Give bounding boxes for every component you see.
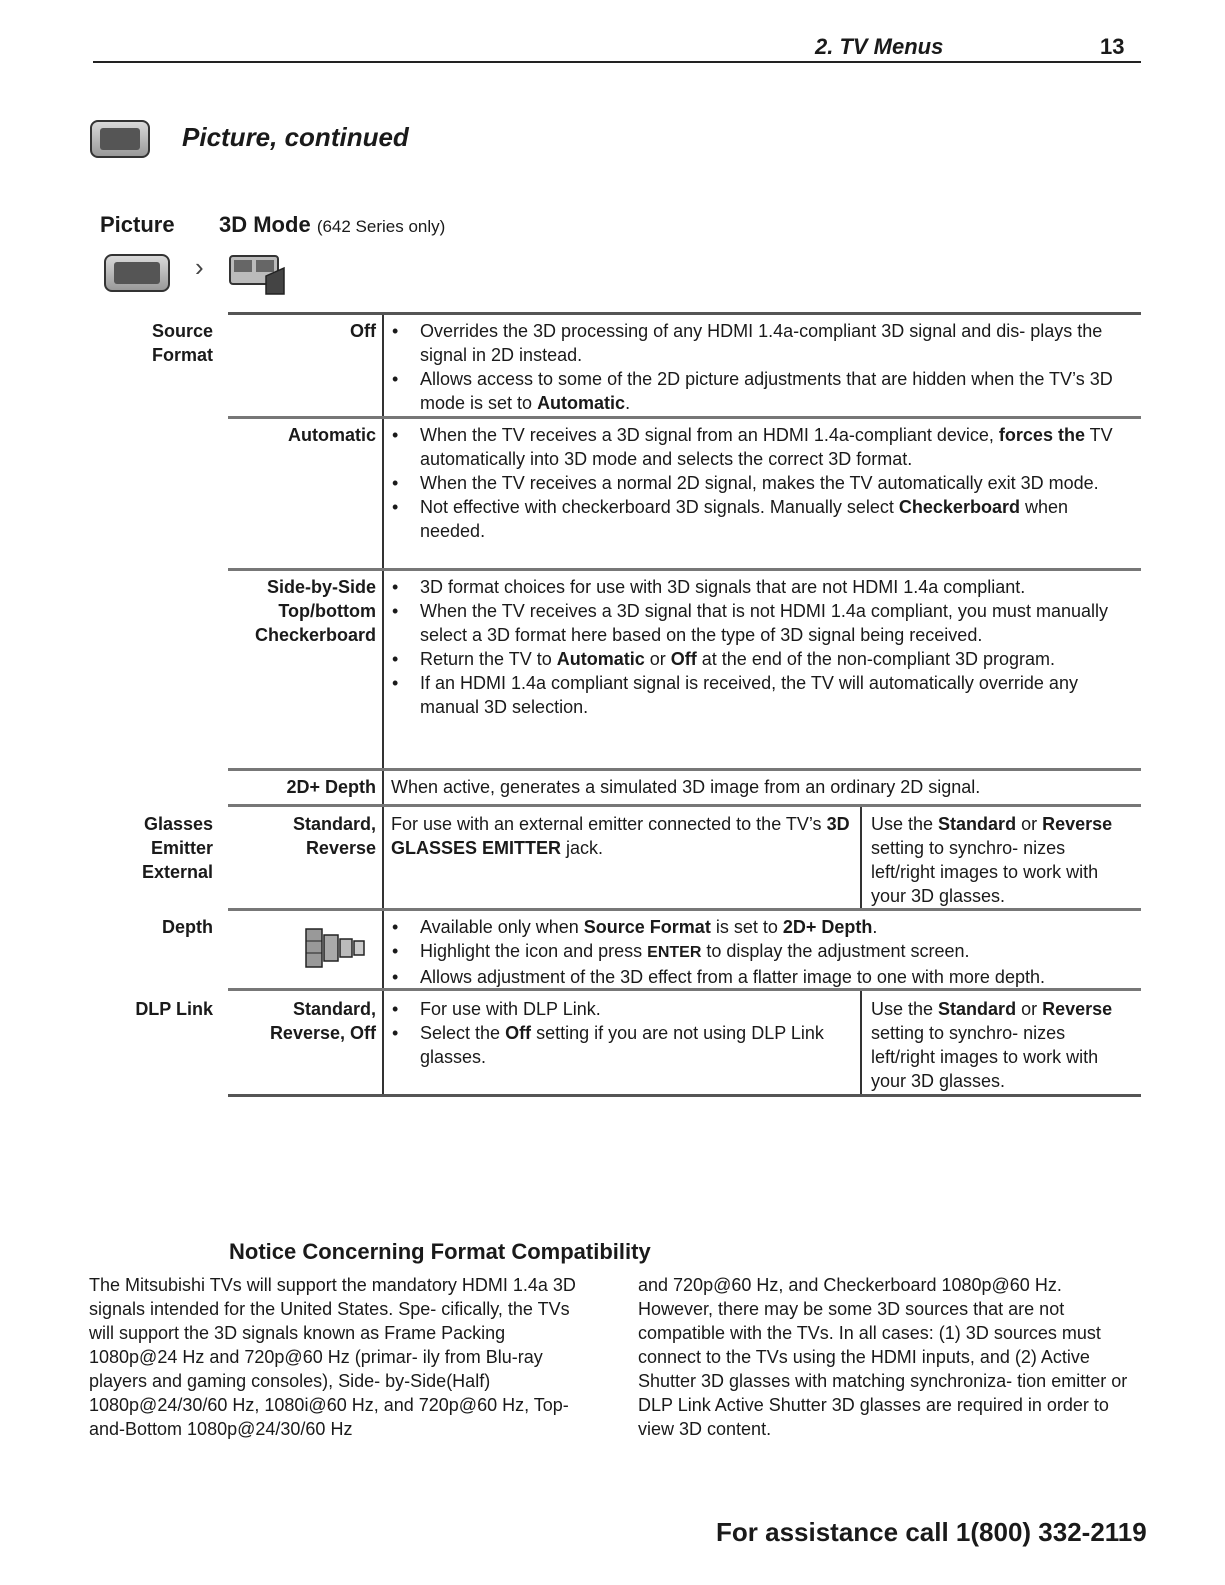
- assistance-footer: For assistance call 1(800) 332-2119: [716, 1517, 1147, 1547]
- group-dlp-link: DLP Link: [135, 999, 213, 1019]
- list-item: • Allows access to some of the 2D picture adjustments that are hidden when the TV’s 3D mode is set to Automatic.: [384, 367, 1136, 415]
- option-automatic: Automatic: [287, 425, 376, 445]
- row-rule: [228, 908, 1141, 911]
- list-item: • When the TV receives a 3D signal from an HDMI 1.4a-compliant device, forces the TV automatically into 3D mode and selects the correct 3D format.: [384, 423, 1136, 471]
- option-3d-formats: [228, 575, 376, 647]
- group-label: Emitter: [150, 838, 213, 858]
- chapter-title: 2. TV Menus: [815, 34, 944, 59]
- row-rule: [228, 988, 1141, 991]
- list-item: • Available only when Source Format is set to 2D+ Depth.: [384, 915, 1136, 939]
- dlp-note: Use the Standard or Reverse setting to synchro- nizes left/right images to work with your 3D glasses.: [871, 999, 1113, 1091]
- group-glasses-emitter: [93, 812, 213, 884]
- option-2d-depth: 2D+ Depth: [286, 777, 376, 797]
- list-item: • Not effective with checkerboard 3D signals. Manually select Checkerboard when needed.: [384, 495, 1136, 543]
- breadcrumb-qualifier: (642 Series only): [316, 217, 446, 236]
- option-top-bottom: Top/bottom: [278, 601, 376, 621]
- list-item: • Allows adjustment of the 3D effect from a flatter image to one with more depth.: [384, 965, 1136, 989]
- header-rule: [93, 61, 1141, 63]
- table-top-rule: [228, 312, 1141, 315]
- 2d-depth-description: When active, generates a simulated 3D image from an ordinary 2D signal.: [391, 777, 981, 797]
- group-label: Format: [151, 345, 213, 365]
- row-rule: [228, 568, 1141, 571]
- group-label: Glasses: [143, 814, 213, 834]
- column-divider: [860, 807, 862, 908]
- breadcrumb-menu: Picture: [100, 212, 175, 237]
- 3d-formats-description: [384, 575, 1136, 719]
- picture-menu-icon: [90, 120, 150, 158]
- option-label: Standard,: [292, 814, 376, 834]
- list-item: • 3D format choices for use with 3D signals that are not HDMI 1.4a compliant.: [384, 575, 1136, 599]
- option-label: Reverse: [305, 838, 376, 858]
- notice-column-1: The Mitsubishi TVs will support the mandatory HDMI 1.4a 3D signals intended for the United States. Spe- cifically, the TVs will support the 3D signals known as Frame Packing 1080p@24 Hz and 720p@60 Hz (primar- ily from Blu-ray players and gaming consoles), Side- by-Side(Half) 1080p@24/30/60 Hz, 1080i@60 Hz, and 720p@60 Hz, Top-and-Bottom 1080p@24/30/60 Hz: [89, 1275, 576, 1439]
- group-label: External: [141, 862, 213, 882]
- row-rule: [228, 768, 1141, 771]
- list-item: • If an HDMI 1.4a compliant signal is received, the TV will automatically override any manual 3D selection.: [384, 671, 1136, 719]
- section-title: Picture, continued: [182, 122, 409, 152]
- chevron-right-icon: ›: [195, 252, 204, 282]
- option-side-by-side: Side-by-Side: [266, 577, 376, 597]
- notice-title: Notice Concerning Format Compatibility: [229, 1239, 651, 1264]
- row-rule: [228, 416, 1141, 419]
- option-label: Reverse, Off: [269, 1023, 376, 1043]
- column-divider: [860, 991, 862, 1094]
- list-item: • For use with DLP Link.: [384, 997, 854, 1021]
- list-item: • Select the Off setting if you are not using DLP Link glasses.: [384, 1021, 854, 1069]
- list-item: • When the TV receives a normal 2D signal, makes the TV automatically exit 3D mode.: [384, 471, 1136, 495]
- picture-menu-icon: [104, 254, 170, 292]
- option-checkerboard: Checkerboard: [254, 625, 376, 645]
- depth-adjust-icon: [302, 923, 368, 973]
- column-divider: [382, 807, 384, 908]
- list-item: • Return the TV to Automatic or Off at the end of the non-compliant 3D program.: [384, 647, 1136, 671]
- notice-column-2: and 720p@60 Hz, and Checkerboard 1080p@60 Hz. However, there may be some 3D sources that are not compatible with the TVs. In all cases: (1) 3D sources must connect to the TVs using the HDMI inputs, and (2) Active Shutter 3D glasses with matching synchroniza- tion emitter or DLP Link Active Shutter 3D glasses are required in order to view 3D content.: [638, 1275, 1128, 1439]
- list-item: • When the TV receives a 3D signal that is not HDMI 1.4a compliant, you must manually select a 3D format here based on the type of 3D signal being received.: [384, 599, 1136, 647]
- breadcrumb-item-label: 3D Mode: [219, 212, 311, 237]
- 3d-mode-icon: [226, 248, 288, 296]
- row-rule: [228, 804, 1141, 807]
- dlp-description: [384, 997, 854, 1069]
- glasses-emitter-note: Use the Standard or Reverse setting to synchro- nizes left/right images to work with your 3D glasses.: [871, 814, 1113, 906]
- option-label: Standard,: [292, 999, 376, 1019]
- option-dlp: [228, 997, 376, 1045]
- column-divider: [382, 771, 384, 804]
- depth-description: [384, 915, 1136, 989]
- automatic-description: [384, 423, 1136, 543]
- group-label: Source: [151, 321, 213, 341]
- list-item: • Overrides the 3D processing of any HDMI 1.4a-compliant 3D signal and dis- plays the signal in 2D instead.: [384, 319, 1136, 367]
- group-source-format: [93, 319, 213, 367]
- glasses-emitter-description: For use with an external emitter connected to the TV’s 3D GLASSES EMITTER jack.: [391, 814, 850, 858]
- group-depth: Depth: [162, 917, 213, 937]
- table-bottom-rule: [228, 1094, 1141, 1097]
- page-number: 13: [1100, 34, 1125, 59]
- list-item: • Highlight the icon and press ENTER to display the adjustment screen.: [384, 939, 1136, 965]
- breadcrumb-item: [219, 212, 445, 238]
- option-off: Off: [350, 321, 376, 341]
- option-standard-reverse: [228, 812, 376, 860]
- off-description: [384, 319, 1136, 415]
